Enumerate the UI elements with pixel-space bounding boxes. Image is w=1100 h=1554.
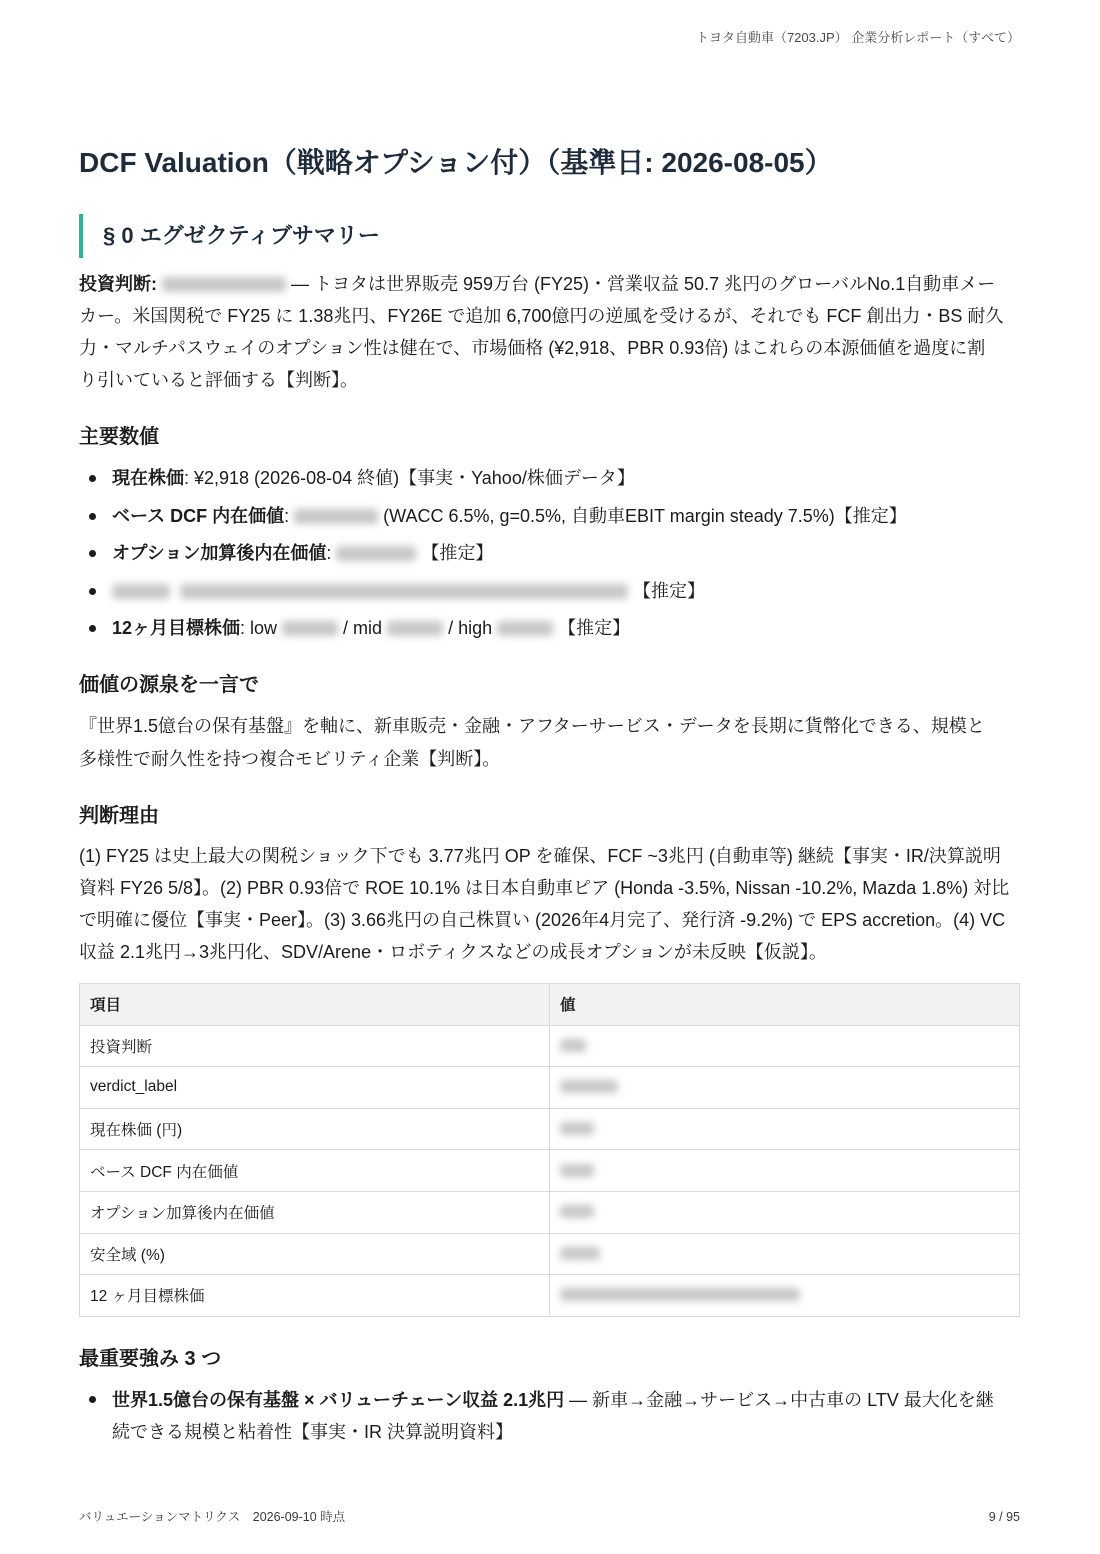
row-label: 安全域 (%) — [80, 1233, 550, 1275]
list-item-base-dcf — [79, 498, 1020, 536]
rationale-heading: 判断理由 — [79, 805, 159, 827]
footer-label: バリュエーションマトリクス 2026-09-10 時点 — [79, 1510, 346, 1524]
running-header: トヨタ自動車（7203.JP） 企業分析レポート（すべて） — [695, 30, 1020, 45]
redacted-value — [560, 1122, 594, 1135]
list-item-target-price — [79, 610, 1020, 648]
strength-title: 世界1.5億台の保有基盤 × バリューチェーン収益 2.1兆円 — [112, 1389, 565, 1410]
key-figures-list — [79, 460, 1020, 648]
redacted-value — [560, 1164, 594, 1177]
summary-table — [79, 983, 1020, 1317]
list-item-current-price — [79, 460, 1020, 498]
item-text: 【推定】 — [421, 543, 494, 563]
item-label: 12ヶ月目標株価 — [112, 618, 241, 638]
redacted-value — [560, 1080, 618, 1093]
row-label: オプション加算後内在価値 — [80, 1191, 550, 1233]
row-value — [550, 1150, 1020, 1192]
rationale-paragraph — [79, 840, 1020, 968]
redacted-value — [560, 1288, 800, 1301]
page-content — [79, 143, 1020, 1448]
row-label: 投資判断 — [80, 1025, 550, 1067]
list-item-strength — [79, 1384, 1020, 1448]
paragraph-text: — トヨタは世界販売 959万台 (FY25)・営業収益 50.7 兆円のグローバルNo.1自動車メー — [291, 274, 996, 294]
bullet-dot — [89, 513, 96, 520]
high-label: / high — [448, 618, 493, 638]
bullet-dot — [89, 625, 96, 632]
redacted-value — [294, 509, 378, 524]
paragraph-line: 多様性で耐久性を持つ複合モビリティ企業【判断】。 — [79, 748, 501, 769]
bullet-dot — [89, 588, 96, 595]
table-row — [80, 1108, 1020, 1150]
low-label: : low — [240, 618, 278, 638]
paragraph-line: り引いていると評価する【判断】。 — [79, 370, 358, 390]
row-label: 現在株価 (円) — [80, 1108, 550, 1150]
strengths-list — [79, 1384, 1020, 1448]
investment-verdict-paragraph — [79, 268, 1020, 396]
list-item-redacted — [79, 573, 1020, 611]
paragraph-line: 資料 FY26 5/8】。(2) PBR 0.93倍で ROE 10.1% は日本自動車ピア (Honda -3.5%, Nissan -10.2%, Mazda 1.8%) 対比 — [79, 878, 1010, 898]
redacted-value — [162, 277, 286, 292]
table-row — [80, 1025, 1020, 1067]
item-label: オプション加算後内在価値 — [112, 543, 327, 563]
redacted-value — [180, 584, 628, 599]
redacted-value — [336, 546, 416, 561]
redacted-value — [560, 1247, 600, 1260]
redacted-value — [387, 621, 443, 636]
page-title: DCF Valuation（戦略オプション付）（基準日: 2026-08-05） — [79, 147, 833, 178]
row-label: 12 ヶ月目標株価 — [80, 1275, 550, 1317]
bullet-dot — [89, 475, 96, 482]
item-text: (WACC 6.5%, g=0.5%, 自動車EBIT margin steady 7.5%)【推定】 — [383, 505, 907, 526]
key-figures-heading: 主要数値 — [79, 426, 159, 448]
row-label: verdict_label — [80, 1067, 550, 1109]
item-label: ベース DCF 内在価値 — [112, 505, 285, 526]
row-value — [550, 1191, 1020, 1233]
redacted-value — [560, 1039, 586, 1052]
column-header-value: 値 — [550, 984, 1020, 1026]
bullet-dot — [89, 1396, 96, 1403]
strengths-heading: 最重要強み 3 つ — [79, 1347, 222, 1370]
value-source-paragraph — [79, 710, 1020, 775]
row-value — [550, 1275, 1020, 1317]
table-row — [80, 1150, 1020, 1192]
page-number: 9 / 95 — [988, 1510, 1020, 1524]
value-source-heading: 価値の源泉を一言で — [79, 674, 259, 696]
row-value — [550, 1067, 1020, 1109]
paragraph-line: 『世界1.5億台の保有基盤』を軸に、新車販売・金融・アフターサービス・データを長期に貨幣化できる、規模と — [79, 716, 985, 736]
paragraph-line: 収益 2.1兆円→3兆円化、SDV/Arene・ロボティクスなどの成長オプションが未反映【仮説】。 — [79, 942, 827, 962]
row-label: ベース DCF 内在価値 — [80, 1150, 550, 1192]
bullet-dot — [89, 550, 96, 557]
item-text: 【推定】 — [558, 618, 631, 638]
verdict-label: 投資判断: — [79, 274, 157, 294]
strength-text: — 新車→金融→サービス→中古車の LTV 最大化を継 — [564, 1389, 994, 1410]
paragraph-line: 続できる規模と粘着性【事実・IR 決算説明資料】 — [112, 1421, 513, 1442]
table-header-row — [80, 984, 1020, 1026]
table-row — [80, 1191, 1020, 1233]
redacted-value — [560, 1205, 594, 1218]
redacted-value — [497, 621, 553, 636]
row-value — [550, 1025, 1020, 1067]
list-item-option-value — [79, 535, 1020, 573]
table-row — [80, 1067, 1020, 1109]
paragraph-line: (1) FY25 は史上最大の関税ショック下でも 3.77兆円 OP を確保、FCF ~3兆円 (自動車等) 継続【事実・IR/決算説明 — [79, 846, 1001, 866]
paragraph-line — [112, 1384, 1020, 1416]
section-heading: § 0 エグゼクティブサマリー — [79, 214, 1020, 258]
redacted-value — [282, 621, 338, 636]
table-row — [80, 1233, 1020, 1275]
item-text: : ¥2,918 (2026-08-04 終値)【事実・Yahoo/株価データ】 — [184, 468, 635, 488]
paragraph-line: で明確に優位【事実・Peer】。(3) 3.66兆円の自己株買い (2026年4月完了、発行済 -9.2%) で EPS accretion。(4) VC — [79, 910, 1006, 930]
row-value — [550, 1108, 1020, 1150]
table-row — [80, 1275, 1020, 1317]
paragraph-line — [79, 268, 1020, 300]
paragraph-line: 力・マルチパスウェイのオプション性は健在で、市場価格 (¥2,918、PBR 0.93倍) はこれらの本源価値を過度に割 — [79, 338, 986, 358]
item-text: 【推定】 — [633, 580, 705, 601]
item-label: 現在株価 — [112, 468, 184, 488]
redacted-label — [112, 584, 170, 599]
row-value — [550, 1233, 1020, 1275]
item-separator: : — [284, 505, 290, 526]
mid-label: / mid — [343, 618, 383, 638]
column-header-item: 項目 — [80, 984, 550, 1026]
paragraph-line: カー。米国関税で FY25 に 1.38兆円、FY26E で追加 6,700億円の逆風を受けるが、それでも FCF 創出力・BS 耐久 — [79, 306, 1004, 326]
item-separator: : — [326, 543, 332, 563]
